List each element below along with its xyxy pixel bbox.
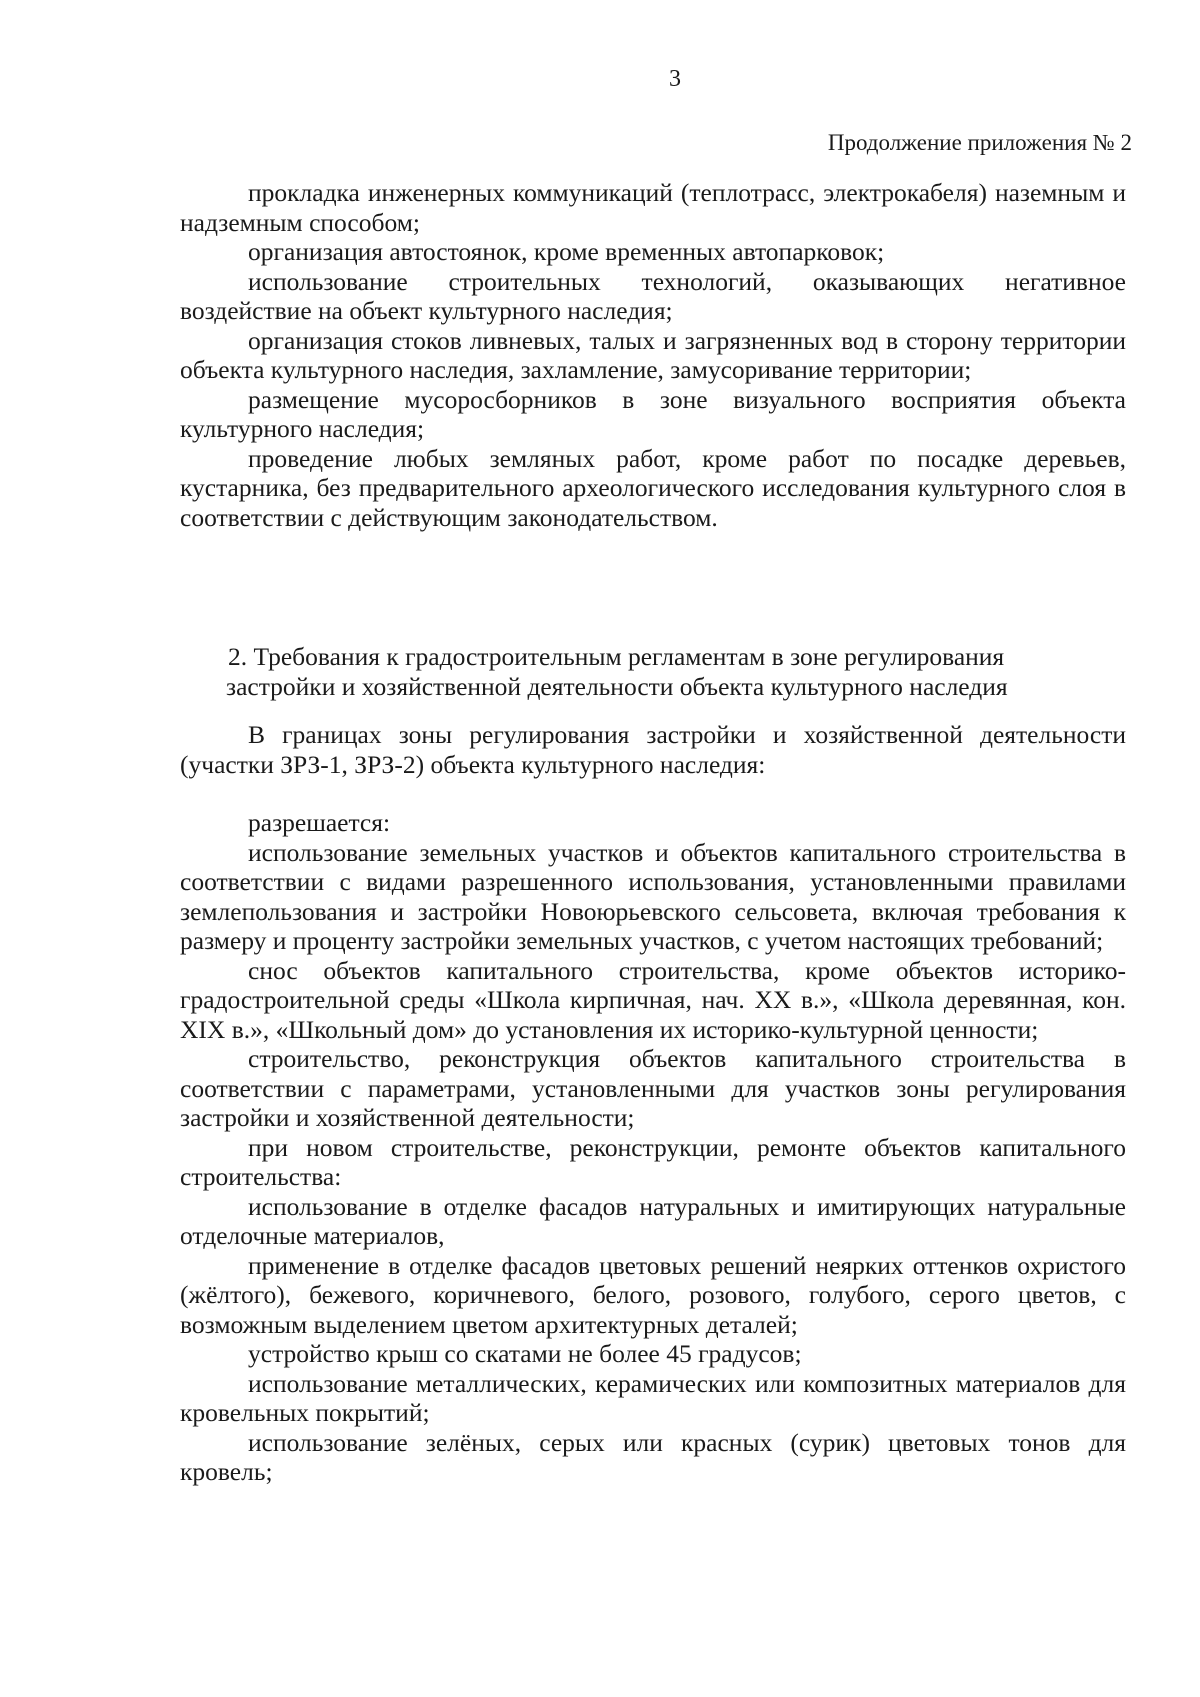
list-item: проведение любых земляных работ, кроме работ по посадке деревьев, кустарника, без предварительного археологического исследования культурного слоя в соответствии с действующим законодательством.	[180, 443, 1126, 532]
appendix-continuation-note: Продолжение приложения № 2	[827, 130, 1132, 155]
section-intro: В границах зоны регулирования застройки и хозяйственной деятельности (участки ЗРЗ-1, ЗРЗ-2) объекта культурного наследия:	[180, 720, 1126, 779]
list-item: организация стоков ливневых, талых и загрязненных вод в сторону территории объекта культурного наследия, захламление, замусоривание территории;	[180, 325, 1126, 384]
list-item: использование зелёных, серых или красных (сурик) цветовых тонов для кровель;	[180, 1427, 1126, 1486]
list-item: применение в отделке фасадов цветовых решений неярких оттенков охристого (жёлтого), бежевого, коричневого, белого, розового, голубого, серого цветов, с возможным выделением цветом архитектурных деталей;	[180, 1250, 1126, 1339]
page-number: 3	[669, 66, 681, 92]
section-heading-line: застройки и хозяйственной деятельности объекта культурного наследия	[226, 672, 1008, 701]
section-intro-block	[180, 720, 1126, 779]
list-item: строительство, реконструкция объектов капитального строительства в соответствии с параметрами, установленными для участков зоны регулирования застройки и хозяйственной деятельности;	[180, 1044, 1126, 1132]
section-heading-line: 2. Требования к градостроительным регламентам в зоне регулирования	[228, 642, 1005, 671]
list-item: прокладка инженерных коммуникаций (теплотрасс, электрокабеля) наземным и надземным способом;	[180, 178, 1126, 237]
list-item: снос объектов капитального строительства, кроме объектов историко-градостроительной среды «Школа кирпичная, нач. XX в.», «Школа деревянная, кон. XIX в.», «Школьный дом» до установления их историко-культурной ценности;	[180, 955, 1126, 1044]
list-item: использование в отделке фасадов натуральных и имитирующих натуральные отделочные материалов,	[180, 1191, 1126, 1250]
list-item: использование металлических, керамических или композитных материалов для кровельных покрытий;	[180, 1368, 1126, 1427]
list-heading: разрешается:	[248, 808, 391, 837]
list-item: организация автостоянок, кроме временных автопарковок;	[248, 237, 885, 266]
permissions-list	[180, 808, 1126, 1487]
section-heading	[200, 642, 1110, 702]
list-item: размещение мусоросборников в зоне визуального восприятия объекта культурного наследия;	[180, 384, 1126, 443]
prohibitions-list	[180, 178, 1126, 532]
list-item: использование строительных технологий, оказывающих негативное воздействие на объект культурного наследия;	[180, 266, 1126, 325]
list-item: использование земельных участков и объектов капитального строительства в соответствии с видами разрешенного использования, установленными правилами землепользования и застройки Новоюрьевского сельсовета, включая требования к размеру и проценту застройки земельных участков, с учетом настоящих требований;	[180, 837, 1126, 955]
list-item: устройство крыш со скатами не более 45 градусов;	[248, 1339, 802, 1368]
list-item: при новом строительстве, реконструкции, ремонте объектов капитального строительства:	[180, 1132, 1126, 1191]
